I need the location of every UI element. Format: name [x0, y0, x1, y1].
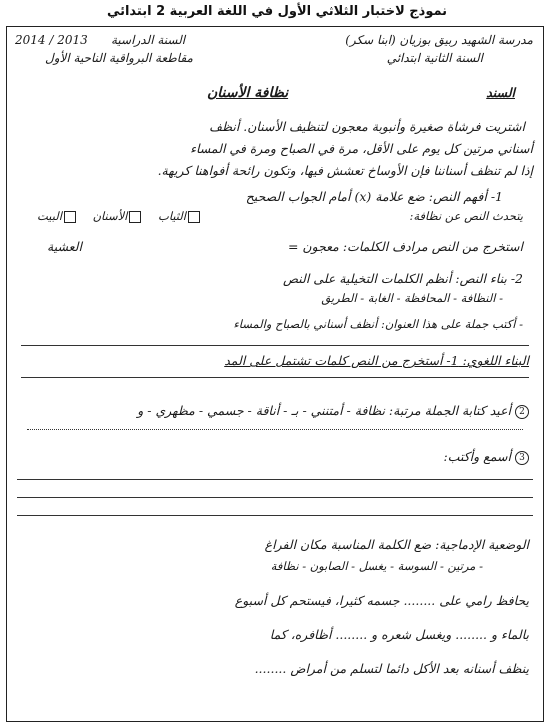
q3-item-2: [137, 403, 529, 419]
situation-words: - مرتين - السوسة - يغسل - الصابون - نظافة: [270, 559, 483, 573]
q1-prompt: يتحدث النص عن نظافة:: [409, 209, 523, 223]
answer-line-1[interactable]: [21, 377, 529, 378]
header-school-year-label: السنة الدراسية: [111, 33, 186, 47]
q3-item-2-text: أعيد كتابة الجملة مرتبة: نظافة - أمتنني - بـ - أناقة - جسمي - مظهري - و: [137, 403, 511, 418]
q1-heading: 1- أفهم النص: ضع علامة (x) أمام الجواب الصحيح: [245, 189, 503, 204]
option-label-2: الأسنان: [92, 209, 128, 223]
header-grade: السنة الثانية ابتدائي: [386, 51, 483, 65]
sanad-title: نظافة الأسنان: [207, 85, 289, 101]
option-label-1: الثياب: [158, 209, 186, 223]
option-checkbox-2[interactable]: [129, 211, 141, 223]
writing-line-2[interactable]: [17, 497, 533, 498]
sanad-label: السند: [486, 85, 515, 100]
sanad-line-3: إذا لم تنظف أسناننا فإن الأوساخ تعشش فيها، وتكون رائحة أفواهنا كريهة.: [157, 163, 533, 178]
header-district: مقاطعة البرواقية الناحية الأول: [45, 51, 193, 65]
separator-1: [21, 345, 529, 346]
sanad-line-1: اشتريت فرشاة صغيرة وأنبوبة معجون لتنظيف الأسنان. أنظف: [209, 119, 525, 134]
option-label-3: البيت: [37, 209, 62, 223]
q3-item-3-text: أسمع وأكتب:: [443, 449, 511, 464]
q1-line-2: استخرج من النص مرادف الكلمات: معجون =: [287, 239, 523, 254]
sanad-line-2: أسناني مرتين كل يوم على الأقل، مرة في الصباح ومرة في المساء: [190, 141, 533, 156]
situation-heading: الوضعية الإدماجية: ضع الكلمة المناسبة مكان الفراغ: [264, 537, 529, 552]
situation-line-1: يحافظ رامي على ........ جسمه كثيرا، فيستحم كل أسبوع: [234, 593, 529, 608]
writing-line-3[interactable]: [17, 515, 533, 516]
situation-line-3: ينظف أسنانه بعد الأكل دائما لتسلم من أمراض ........: [254, 661, 529, 676]
q2-words: - النظافة - المحافظة - الغابة - الطريق: [321, 291, 503, 305]
header-year: 2013 / 2014: [15, 33, 88, 47]
q3-heading: البناء اللغوي: 1- أستخرج من النص كلمات تشتمل على المد: [224, 353, 529, 368]
q3-item-3: [443, 449, 529, 465]
writing-line-1[interactable]: [17, 479, 533, 480]
q2-heading: 2- بناء النص: أنظم الكلمات التخيلية على النص: [282, 271, 523, 286]
q1-options: [37, 209, 202, 223]
header-school: مدرسة الشهيد ربيق بوزيان (ابنا سكر): [345, 33, 533, 47]
exam-sheet: [6, 26, 544, 722]
q1-line-2-word: العشية: [47, 239, 82, 254]
page-title: نموذج لاختبار الثلاثي الأول في اللغة العربية 2 ابتدائي: [106, 4, 448, 19]
q3-item-3-number: 3: [515, 451, 529, 465]
q2-line-3: - أكتب جملة على هذا العنوان: أنظف أسناني بالصباح والمساء: [233, 317, 523, 331]
option-checkbox-1[interactable]: [188, 211, 200, 223]
q3-item-2-number: 2: [515, 405, 529, 419]
option-checkbox-3[interactable]: [64, 211, 76, 223]
answer-line-2[interactable]: [27, 429, 523, 430]
situation-line-2: بالماء و ........ ويغسل شعره و ........ أظافره، كما: [269, 627, 529, 642]
